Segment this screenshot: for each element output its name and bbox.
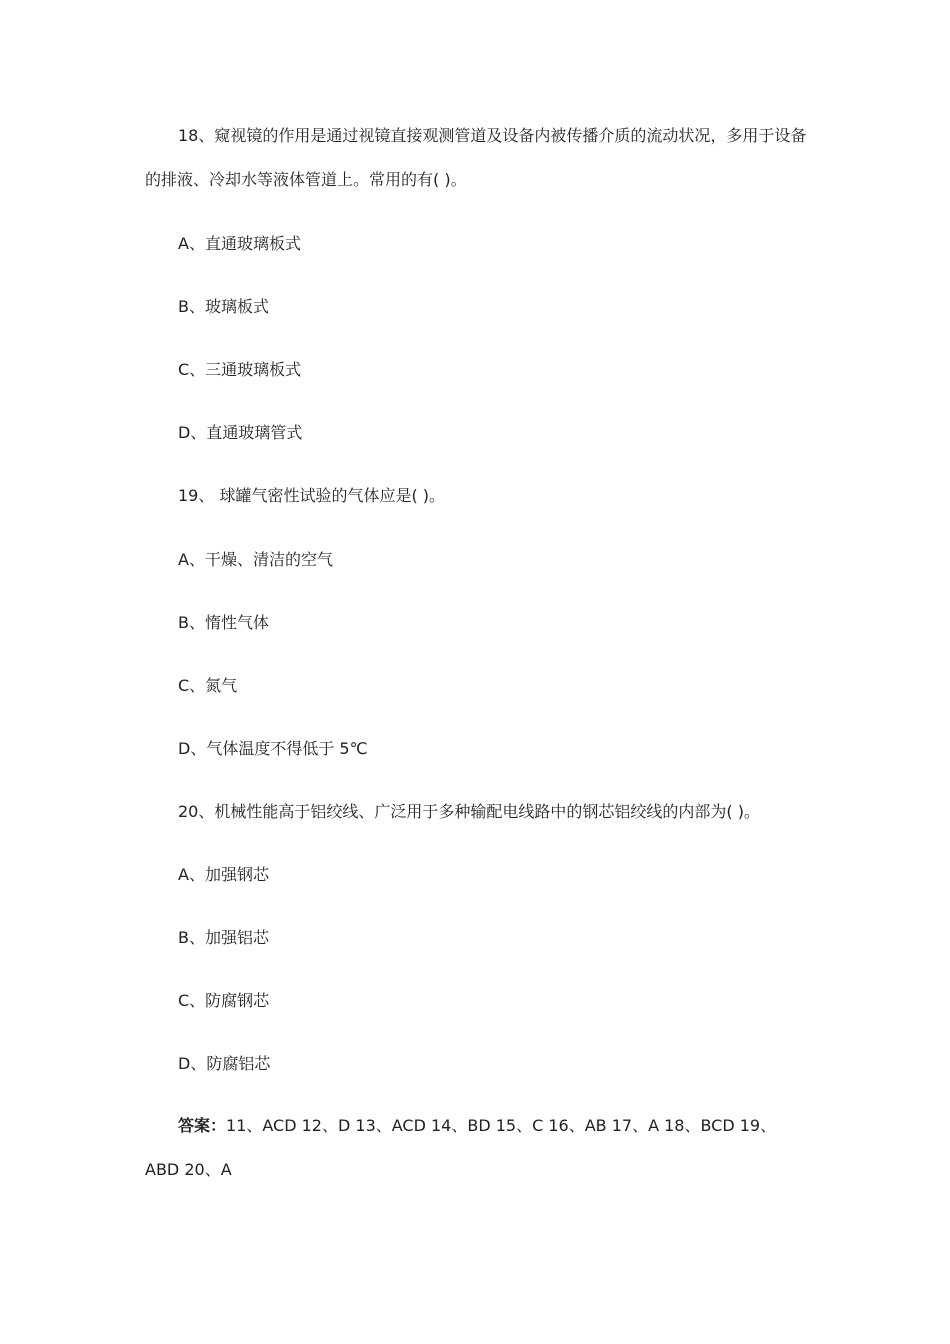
answer-key-label: 答案： xyxy=(178,1116,227,1135)
question-19-stem: 19、 球罐气密性试验的气体应是( )。 xyxy=(178,486,446,505)
question-20-option-d: D、防腐铝芯 xyxy=(178,1054,271,1073)
question-18-option-a: A、直通玻璃板式 xyxy=(178,234,301,253)
question-19-option-d: D、气体温度不得低于 5℃ xyxy=(178,739,368,758)
answer-key-text: 11、ACD 12、D 13、ACD 14、BD 15、C 16、AB 17、A 18、BCD 19、ABD 20、A xyxy=(145,1116,777,1179)
question-18-option-c: C、三通玻璃板式 xyxy=(178,360,302,379)
question-18-option-b: B、玻璃板式 xyxy=(178,297,269,316)
answer-key xyxy=(145,1104,810,1192)
question-20-stem: 20、机械性能高于铝绞线、广泛用于多种输配电线路中的钢芯铝绞线的内部为( )。 xyxy=(178,802,760,821)
question-20-option-a: A、加强钢芯 xyxy=(178,865,269,884)
question-18-option-d: D、直通玻璃管式 xyxy=(178,423,303,442)
question-20-option-b: B、加强铝芯 xyxy=(178,928,269,947)
question-19-option-b: B、惰性气体 xyxy=(178,613,269,632)
question-19-option-a: A、干燥、清洁的空气 xyxy=(178,550,333,569)
question-19-option-c: C、氮气 xyxy=(178,676,238,695)
question-20-option-c: C、防腐钢芯 xyxy=(178,991,270,1010)
question-18-stem: 18、窥视镜的作用是通过视镜直接观测管道及设备内被传播介质的流动状况，多用于设备的排液、冷却水等液体管道上。常用的有( )。 xyxy=(145,126,807,189)
